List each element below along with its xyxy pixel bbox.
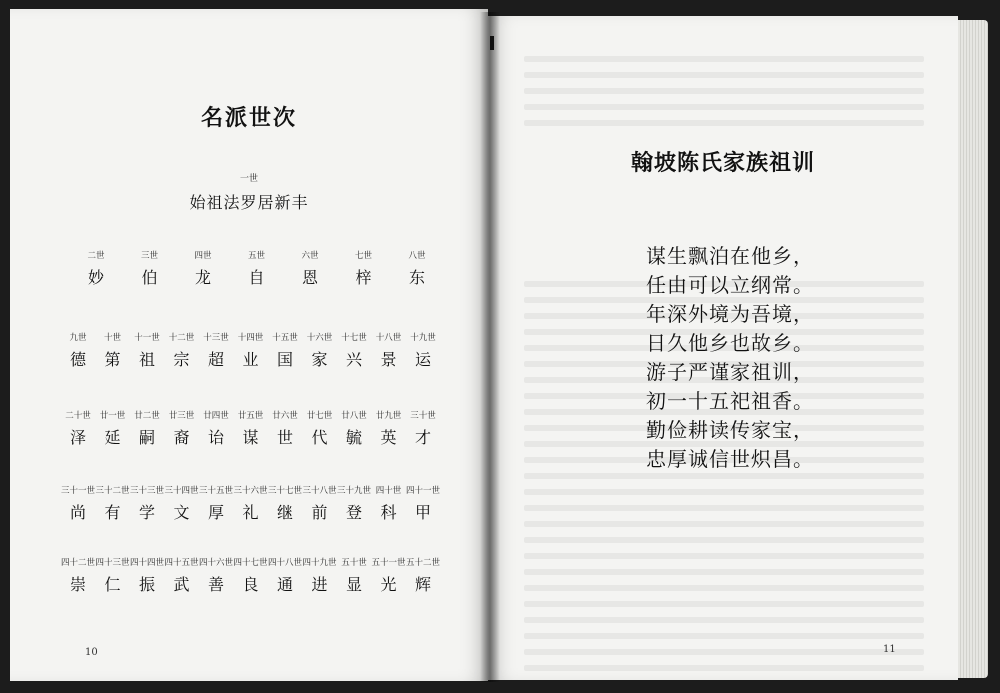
page-number-right: 11 [883,644,896,655]
generation-cell [286,249,334,288]
generation-label: 廿二世 [134,411,160,421]
poem-line: 任由可以立纲常。 [646,273,814,297]
generation-character: 谋 [242,428,259,447]
generation-character: 崇 [69,575,86,594]
generation-character: 代 [311,428,328,447]
generation-character: 宗 [173,350,190,369]
generation-character: 伯 [141,268,158,287]
generation-label: 廿八世 [341,411,367,421]
poem-line: 勤俭耕读传家宝， [646,418,814,442]
generation-character: 前 [311,503,328,522]
generation-names-title: 名派世次 [200,105,297,131]
generation-label: 三十九世 [336,486,371,496]
generation-character: 超 [207,350,224,369]
generation-character: 英 [380,428,397,447]
generation-label: 十二世 [168,333,195,343]
generation-label: 十九世 [410,333,436,343]
ribbon-marker [490,36,494,50]
generation-cell [233,249,281,288]
generation-label: 三十世 [410,411,436,421]
generation-character: 德 [69,350,86,369]
generation-label: 八世 [408,251,426,261]
generation-cell [399,331,447,370]
generation-character: 第 [104,350,121,369]
generation-label: 廿三世 [168,411,195,421]
generation-label: 五世 [247,251,265,261]
generation-character: 延 [104,428,121,447]
book-spine-shadow [480,12,500,682]
generation-label: 四十九世 [302,558,337,568]
generation-label: 廿九世 [375,411,402,421]
bleed-through-text [524,56,924,136]
generation-character: 世 [276,428,293,447]
generation-cell [179,249,227,288]
book-page-edges [958,20,988,678]
generation-character: 恩 [301,268,318,287]
generation-label: 三十八世 [302,486,337,496]
left-page [10,9,488,681]
generation-character: 运 [414,350,431,369]
generation-character: 嗣 [138,428,155,447]
generation-label: 十三世 [203,333,229,343]
generation-character: 继 [276,503,293,522]
generation-label: 三十二世 [95,486,130,496]
generation-character: 武 [173,575,190,594]
generation-character: 景 [380,350,397,369]
generation-character: 诒 [207,428,224,447]
right-page [488,16,958,680]
generation-label: 四十三世 [95,558,130,568]
generation-label: 九世 [69,333,87,343]
poem-line: 游子严谨家祖训， [646,360,814,384]
generation-character: 国 [276,350,293,369]
generation-label: 十世 [103,333,121,343]
generation-label: 三十五世 [198,486,233,496]
generation-character: 家 [311,350,328,369]
generation-label: 廿四世 [203,411,229,421]
generation-character: 学 [138,503,155,522]
generation-character: 兴 [345,350,362,369]
founder-entry [10,171,488,213]
poem-line: 日久他乡也故乡。 [646,331,814,355]
generation-character: 裔 [173,428,190,447]
generation-character: 自 [248,268,265,287]
poem-line: 年深外境为吾境， [646,302,814,326]
generation-character: 仁 [104,575,121,594]
generation-character: 善 [207,575,224,594]
generation-label: 六世 [301,251,319,261]
poem-line: 初一十五祀祖香。 [646,389,814,413]
generation-character: 祖 [138,350,155,369]
generation-label: 七世 [354,251,372,261]
generation-character: 通 [276,575,293,594]
generation-character: 登 [345,503,362,522]
generation-label: 二十世 [65,411,91,421]
generation-character: 振 [138,575,155,594]
generation-label: 五十一世 [371,558,406,568]
generation-character: 厚 [207,503,224,522]
generation-character: 甲 [414,503,431,522]
poem-line: 谋生飘泊在他乡， [646,244,814,268]
generation-label: 三世 [140,251,158,261]
generation-cell [393,249,441,288]
generation-label: 三十七世 [267,486,302,496]
generation-character: 尚 [69,503,86,522]
generation-character: 礼 [242,503,259,522]
generation-cell [399,409,447,448]
generation-character: 科 [380,503,397,522]
generation-character: 辉 [414,575,431,594]
generation-label: 廿六世 [272,411,298,421]
generation-character: 东 [408,268,425,287]
generation-cell [399,556,447,595]
generation-label: 廿一世 [99,411,126,421]
generation-label: 三十六世 [233,486,268,496]
precepts-poem [646,242,814,474]
founder-generation-label: 一世 [239,174,258,184]
generation-character: 有 [104,503,121,522]
generation-character: 妙 [87,268,104,287]
generation-character: 光 [380,575,397,594]
generation-character: 进 [311,575,328,594]
generation-label: 四十二世 [60,558,95,568]
generation-label: 廿七世 [306,411,333,421]
generation-label: 三十一世 [60,486,95,496]
generation-label: 四十八世 [267,558,302,568]
generation-character: 业 [242,350,259,369]
generation-label: 四十五世 [164,558,199,568]
generation-cell [72,249,120,288]
generation-label: 四十四世 [129,558,164,568]
generation-character: 才 [414,428,431,447]
generation-character: 泽 [69,428,86,447]
generation-label: 三十三世 [129,486,164,496]
generation-cell [126,249,174,288]
generation-label: 十四世 [237,333,264,343]
generation-label: 四十一世 [405,486,440,496]
generation-character: 显 [345,575,362,594]
generation-label: 十七世 [341,333,367,343]
generation-character: 梓 [355,268,372,287]
generation-character: 良 [242,575,259,594]
generation-character: 龙 [194,268,211,287]
generation-character: 文 [173,503,190,522]
family-precepts-title: 翰坡陈氏家族祖训 [630,150,815,176]
generation-label: 廿五世 [237,411,264,421]
generation-label: 五十世 [341,558,367,568]
generation-character: 毓 [345,428,362,447]
generation-label: 十一世 [134,333,160,343]
founder-name: 始祖法罗居新丰 [189,193,309,212]
page-number-left: 10 [85,647,98,658]
poem-line: 忠厚诚信世炽昌。 [646,447,814,471]
generation-cell [399,484,447,523]
generation-label: 十六世 [306,333,333,343]
generation-label: 二世 [87,251,105,261]
generation-label: 五十二世 [405,558,440,568]
generation-label: 四十七世 [233,558,268,568]
generation-label: 四十世 [375,486,402,496]
generation-label: 十五世 [272,333,298,343]
generation-label: 四世 [194,251,212,261]
generation-label: 四十六世 [198,558,233,568]
generation-label: 十八世 [375,333,402,343]
generation-cell [340,249,388,288]
generation-label: 三十四世 [164,486,199,496]
